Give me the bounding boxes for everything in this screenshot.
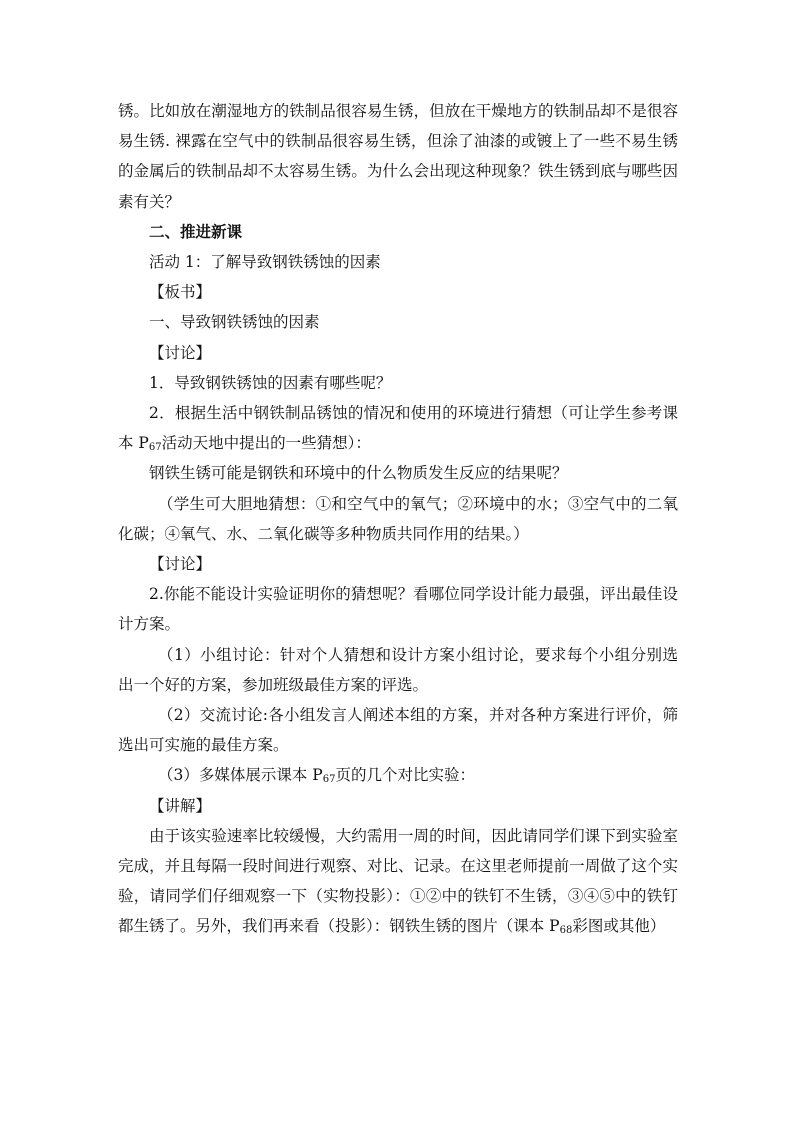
explanation-paragraph [118, 821, 678, 942]
intro-paragraph: 锈。比如放在潮湿地方的铁制品很容易生锈，但放在干燥地方的铁制品却不是很容易生锈. 裸露在空气中的铁制品很容易生锈，但涂了油漆的或镀上了一些不易生锈的金属后的铁制品却不太容易生锈。为什么会出现这种现象？铁生锈到底与哪些因素有关？ [118, 102, 678, 211]
blackboard-heading: 一、导致钢铁锈蚀的因素 [149, 313, 320, 332]
student-guess: （学生可大胆地猜想：①和空气中的氧气；②环境中的水；③空气中的二氧化碳；④氧气、水、二氧化碳等多种物质共同作用的结果。） [118, 494, 678, 543]
discussion-label-2: 【讨论】 [149, 555, 212, 574]
section-heading-new-lesson: 二、推进新课 [149, 221, 243, 241]
step-2: （2）交流讨论:各小组发言人阐述本组的方案，并对各种方案进行评价，筛选出可实施的最佳方案。 [118, 706, 678, 755]
explanation-text-start: 由于该实验速率比较缓慢，大约需用一周的时间，因此请同学们课下到实验室完成，并且每隔一段时间进行观察、对比、记录。在这里老师提前一周做了这个实验，请同学们仔细观察一下（实物投影）：①②中的铁钉不生锈，③④⑤中的铁钉都生锈了。另外，我们再来看（投影）：钢铁生锈的图片（课本 P [118, 826, 678, 936]
explanation-page-subscript: 68 [559, 925, 573, 937]
guess-question: 钢铁生锈可能是钢铁和环境中的什么物质发生反应的结果呢？ [149, 464, 568, 483]
explanation-label: 【讲解】 [149, 796, 212, 815]
blackboard-label: 【板书】 [149, 283, 212, 302]
question-2-text-end: 活动天地中提出的一些猜想）： [161, 434, 371, 453]
activity-1-title: 活动 1：了解导致钢铁锈蚀的因素 [149, 253, 381, 272]
step-1: （1）小组讨论：针对个人猜想和设计方案小组讨论，要求每个小组分别选出一个好的方案，参加班级最佳方案的评选。 [118, 645, 678, 694]
step-3-text-end: 页的几个对比实验： [335, 766, 475, 785]
discussion-label-1: 【讨论】 [149, 343, 212, 362]
step-3 [118, 760, 678, 790]
question-1: 1．导致钢铁锈蚀的因素有哪些呢？ [149, 373, 392, 392]
document-page [118, 96, 678, 942]
step-3-page-subscript: 67 [322, 774, 336, 786]
explanation-text-end: 彩图或其他） [572, 917, 666, 936]
question-2 [118, 398, 678, 458]
question-2-page-subscript: 67 [148, 442, 162, 454]
step-3-text-start: （3）多媒体展示课本 P [158, 766, 323, 785]
question-3: 2.你能不能设计实验证明你的猜想呢？看哪位同学设计能力最强，评出最佳设计方案。 [118, 585, 678, 634]
question-2-text-start: 2．根据生活中钢铁制品锈蚀的情况和使用的环境进行猜想（可让学生参考课本 P [118, 404, 678, 453]
